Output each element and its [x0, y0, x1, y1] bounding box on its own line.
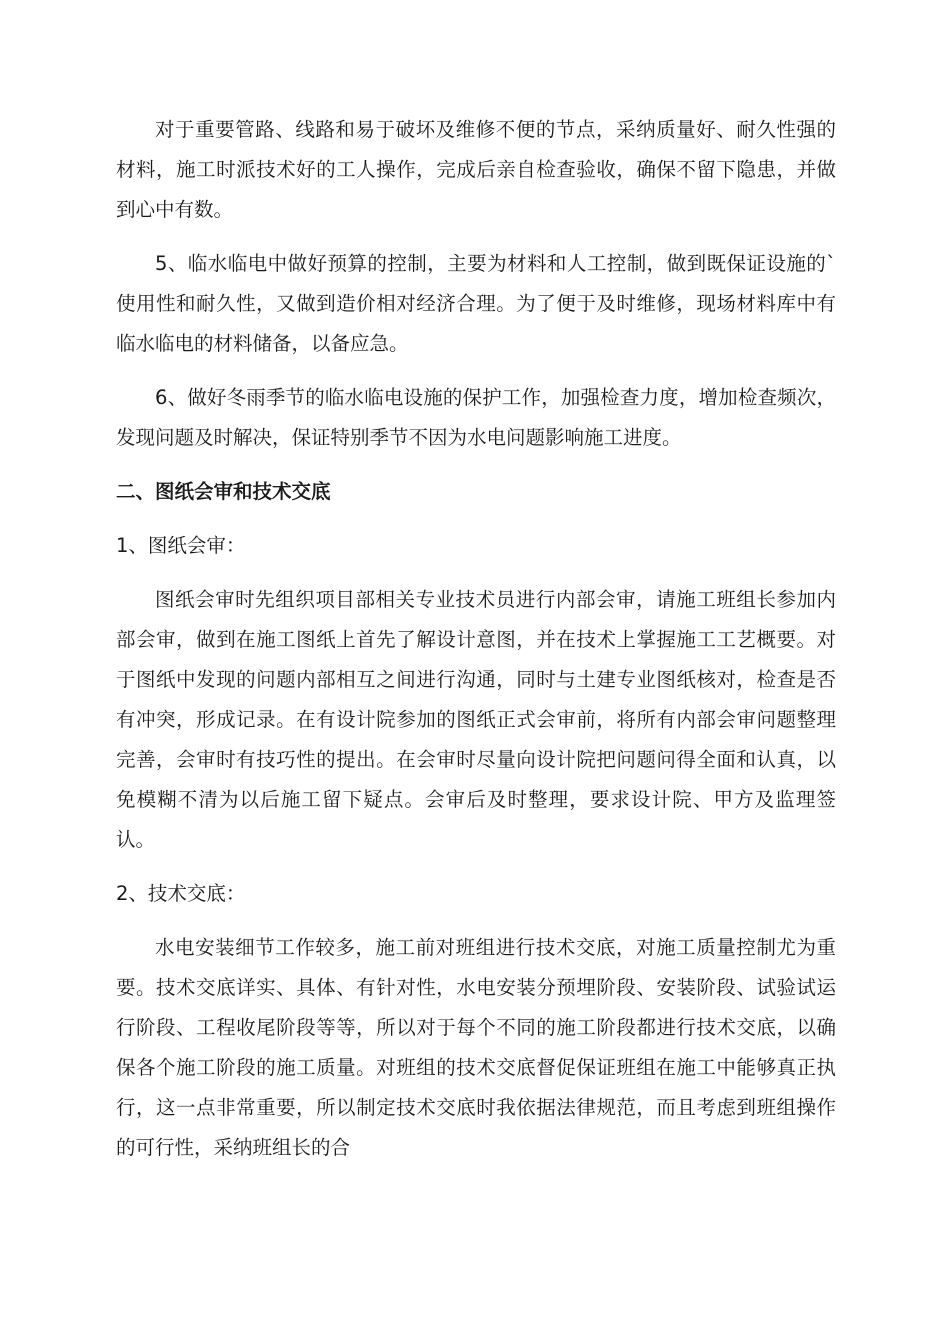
section-heading: 二、图纸会审和技术交底: [116, 480, 331, 503]
paragraph-seasonal-protection: 6、做好冬雨季节的临水临电设施的保护工作，加强检查力度，增加检查频次，发现问题及时解决，保证特别季节不因为水电问题影响施工进度。: [116, 386, 836, 449]
document-body: [116, 110, 836, 1182]
subheading-technical-briefing: 2、技术交底：: [116, 882, 246, 905]
paragraph-drawing-review: 图纸会审时先组织项目部相关专业技术员进行内部会审，请施工班组长参加内部会审，做到在施工图纸上首先了解设计意图，并在技术上掌握施工工艺概要。对于图纸中发现的问题内部相互之间进行沟通，同时与土建专业图纸核对，检查是否有冲突，形成记录。在有设计院参加的图纸正式会审前，将所有内部会审问题整理完善，会审时有技巧性的提出。在会审时尽量向设计院把问题问得全面和认真，以免模糊不清为以后施工留下疑点。会审后及时整理，要求设计院、甲方及监理签认。: [116, 588, 836, 851]
paragraph-budget-control: 5、临水临电中做好预算的控制，主要为材料和人工控制，做到既保证设施的`使用性和耐久性，又做到造价相对经济合理。为了便于及时维修，现场材料库中有临水临电的材料储备，以备应急。: [116, 252, 836, 355]
subheading-drawing-review: 1、图纸会审：: [116, 534, 246, 557]
paragraph-critical-nodes: 对于重要管路、线路和易于破坏及维修不便的节点，采纳质量好、耐久性强的材料，施工时派技术好的工人操作，完成后亲自检查验收，确保不留下隐患，并做到心中有数。: [116, 118, 836, 221]
paragraph-technical-briefing: 水电安装细节工作较多，施工前对班组进行技术交底，对施工质量控制尤为重要。技术交底详实、具体、有针对性，水电安装分预埋阶段、安装阶段、试验试运行阶段、工程收尾阶段等等，所以对于每个不同的施工阶段都进行技术交底，以确保各个施工阶段的施工质量。对班组的技术交底督促保证班组在施工中能够真正执行，这一点非常重要，所以制定技术交底时我依据法律规范，而且考虑到班组操作的可行性，采纳班组长的合: [116, 936, 836, 1159]
